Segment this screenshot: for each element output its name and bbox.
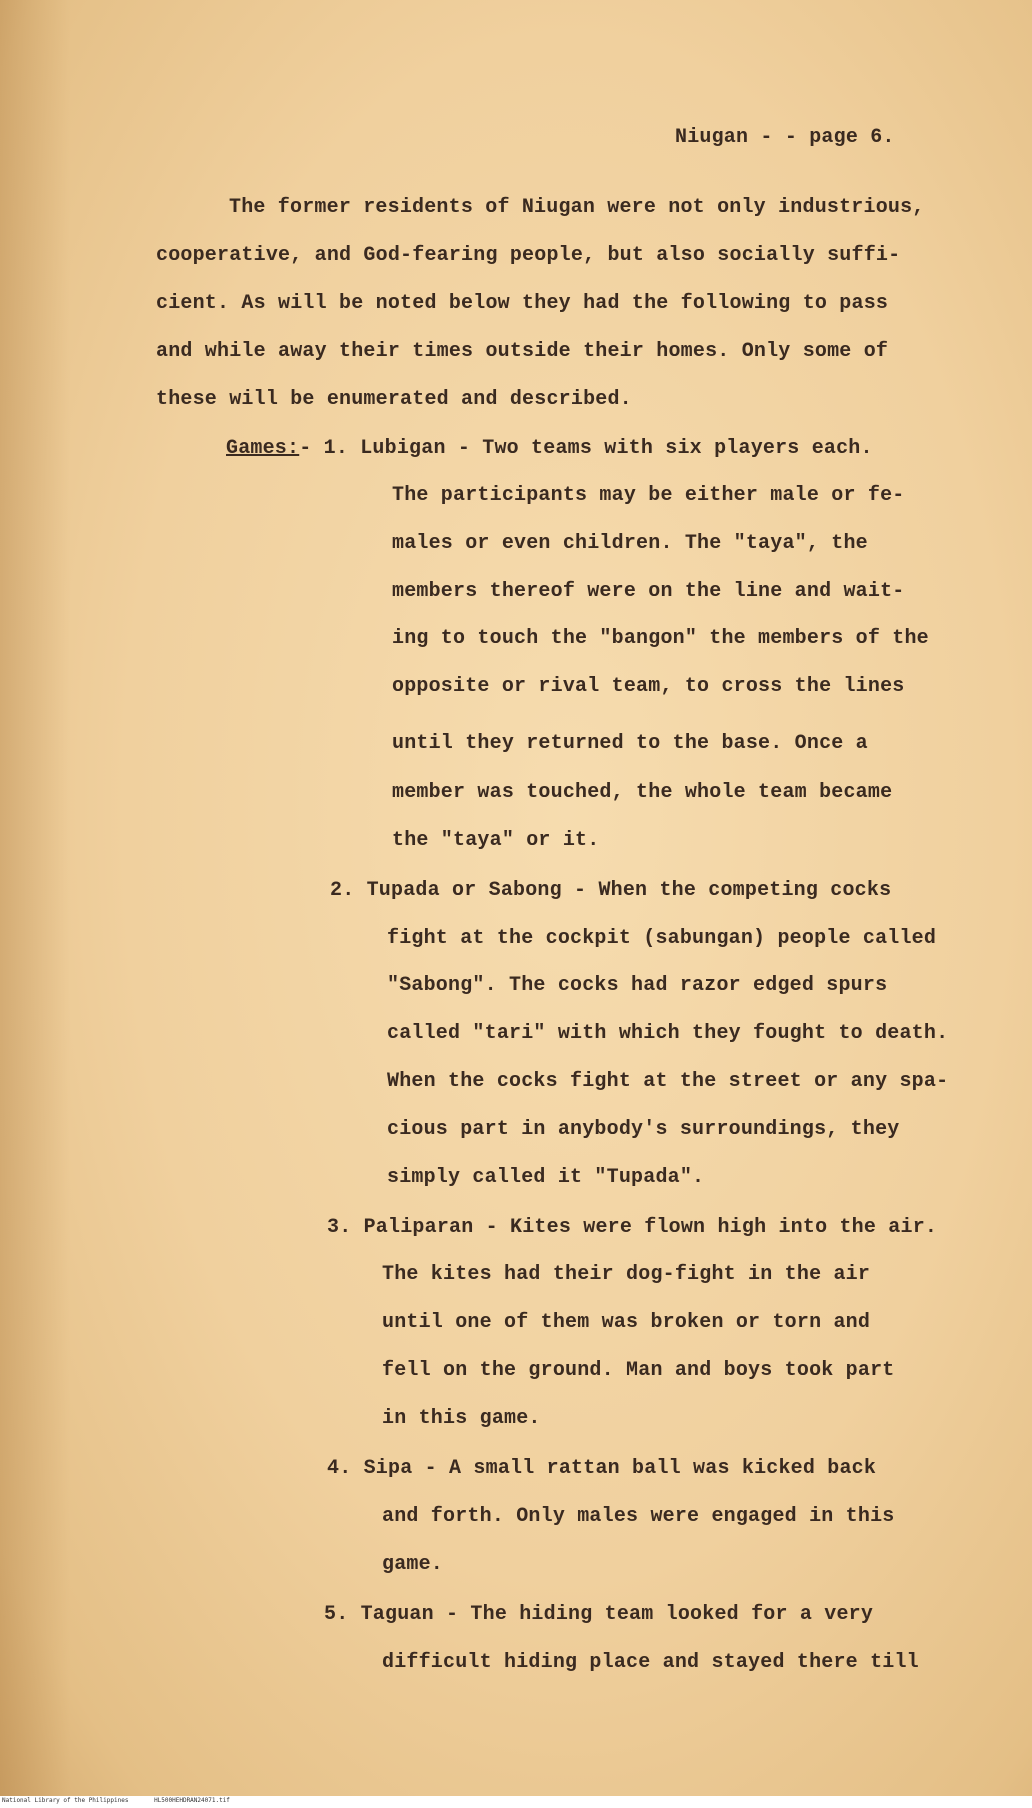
game-2-line-2: "Sabong". The cocks had razor edged spurs: [387, 974, 888, 997]
scan-footer: [2, 1797, 252, 1804]
game-1-line-4: ing to touch the "bangon" the members of the: [392, 627, 929, 650]
game-1-line-7: member was touched, the whole team became: [392, 781, 893, 804]
footer-file-id: HL500HEHDRAN24071.tif: [154, 1797, 230, 1804]
game-1-line-2: males or even children. The "taya", the: [392, 532, 868, 555]
game-5-line-1: difficult hiding place and stayed there till: [382, 1651, 919, 1674]
game-2-line-1: fight at the cockpit (sabungan) people called: [387, 927, 937, 950]
game-2-line-6: simply called it "Tupada".: [387, 1166, 705, 1189]
intro-line-4: and while away their times outside their homes. Only some of: [156, 340, 889, 363]
game-1-line-3: members thereof were on the line and wait-: [392, 580, 905, 603]
game-1-line-5: opposite or rival team, to cross the lines: [392, 675, 905, 698]
page-header: Niugan - - page 6.: [675, 126, 895, 149]
game-1-line-1: The participants may be either male or fe-: [392, 484, 905, 507]
game-4-line-2: game.: [382, 1553, 444, 1576]
game-2-line-5: cious part in anybody's surroundings, they: [387, 1118, 900, 1141]
game-2-line-3: called "tari" with which they fought to death.: [387, 1022, 949, 1045]
game-3-line-4: in this game.: [382, 1407, 541, 1430]
game-3-line-3: fell on the ground. Man and boys took part: [382, 1359, 895, 1382]
game-2-line-4: When the cocks fight at the street or any spa-: [387, 1070, 949, 1093]
intro-line-5: these will be enumerated and described.: [156, 388, 632, 411]
intro-line-2: cooperative, and God-fearing people, but also socially suffi-: [156, 244, 901, 267]
intro-line-3: cient. As will be noted below they had the following to pass: [156, 292, 889, 315]
game-1-line-8: the "taya" or it.: [392, 829, 600, 852]
game-1-line-6: until they returned to the base. Once a: [392, 732, 868, 755]
game-3-line-2: until one of them was broken or torn and: [382, 1311, 871, 1334]
game-5-title: 5. Taguan - The hiding team looked for a very: [324, 1603, 874, 1626]
footer-library: National Library of the Philippines: [2, 1797, 129, 1804]
game-2-title: 2. Tupada or Sabong - When the competing cocks: [330, 879, 892, 902]
game-3-title: 3. Paliparan - Kites were flown high into the air.: [327, 1216, 938, 1239]
game-4-title: 4. Sipa - A small rattan ball was kicked back: [327, 1457, 877, 1480]
game-4-line-1: and forth. Only males were engaged in this: [382, 1505, 895, 1528]
game-3-line-1: The kites had their dog-fight in the air: [382, 1263, 871, 1286]
games-heading: [226, 437, 873, 460]
game-1-title: - 1. Lubigan - Two teams with six players each.: [299, 437, 873, 460]
games-label: Games:: [226, 437, 300, 460]
intro-line-1: The former residents of Niugan were not only industrious,: [229, 196, 925, 219]
